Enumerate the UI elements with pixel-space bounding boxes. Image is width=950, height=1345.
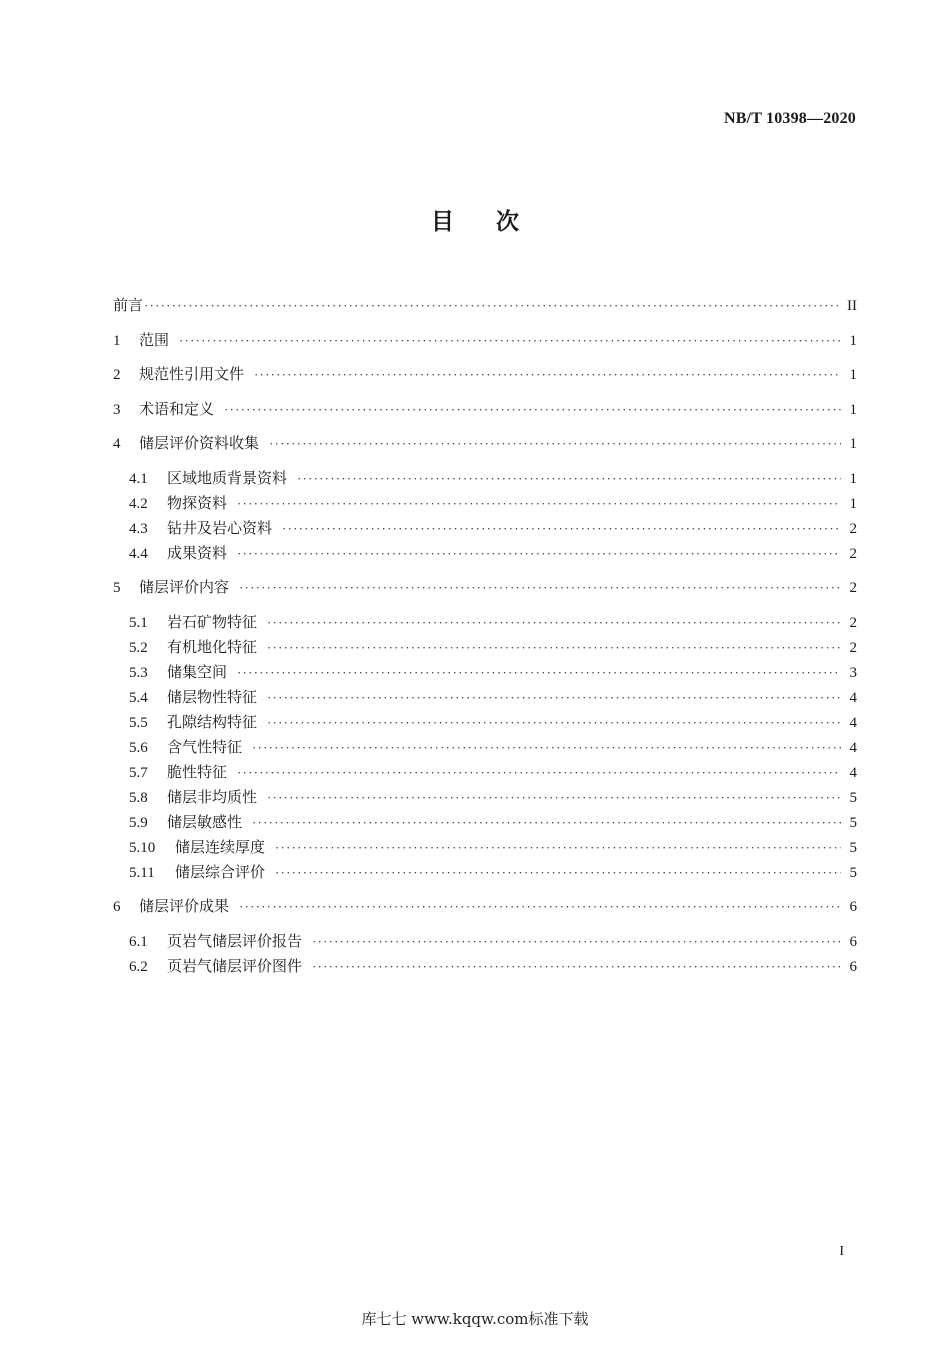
toc-entry[interactable] xyxy=(113,491,857,516)
toc-entry-number: 5 xyxy=(113,580,121,596)
toc-entry-label: 区域地质背景资料 xyxy=(167,468,288,487)
toc-entry-label: 储集空间 xyxy=(167,662,228,681)
toc-entry-label: 页岩气储层评价报告 xyxy=(167,931,303,950)
toc-entry-label: 脆性特征 xyxy=(167,762,228,781)
toc-entry[interactable] xyxy=(113,397,857,422)
toc-leader-dots xyxy=(267,785,841,810)
toc-leader-dots xyxy=(237,541,841,566)
toc-entry-label: 储层非均质性 xyxy=(167,787,258,806)
toc-leader-dots xyxy=(282,516,841,541)
toc-entry[interactable] xyxy=(113,431,857,456)
toc-entry-number: 6.2 xyxy=(129,958,148,975)
table-of-contents xyxy=(113,293,857,979)
toc-leader-dots xyxy=(312,954,841,979)
toc-leader-dots xyxy=(269,431,841,456)
toc-leader-dots xyxy=(254,362,841,387)
toc-entry-page: II xyxy=(847,298,857,314)
toc-leader-dots xyxy=(275,835,841,860)
toc-entry-number: 3 xyxy=(113,401,121,418)
toc-entry-number: 5.11 xyxy=(129,864,155,881)
toc-entry-label: 有机地化特征 xyxy=(167,637,258,656)
toc-entry-number: 2 xyxy=(113,367,121,383)
toc-entry-number: 5.3 xyxy=(129,664,148,681)
toc-entry-label: 储层敏感性 xyxy=(167,812,243,831)
toc-entry[interactable] xyxy=(113,954,857,979)
toc-leader-dots xyxy=(179,328,841,353)
toc-leader-dots xyxy=(237,660,841,685)
toc-entry[interactable] xyxy=(113,660,857,685)
toc-leader-dots xyxy=(275,860,841,885)
toc-entry-label: 储层连续厚度 xyxy=(175,837,266,856)
toc-leader-dots xyxy=(267,610,841,635)
toc-leader-dots xyxy=(224,397,841,422)
toc-entry-number: 5.6 xyxy=(129,739,148,756)
toc-entry[interactable] xyxy=(113,785,857,810)
toc-leader-dots xyxy=(312,929,841,954)
toc-entry-page: 6 xyxy=(849,899,857,915)
toc-entry-page: 2 xyxy=(849,639,857,656)
toc-entry-page: 4 xyxy=(849,764,857,781)
toc-entry-label: 含气性特征 xyxy=(167,737,243,756)
toc-entry[interactable] xyxy=(113,541,857,566)
toc-entry[interactable] xyxy=(113,610,857,635)
toc-entry-label: 钻井及岩心资料 xyxy=(167,518,273,537)
toc-leader-dots xyxy=(144,293,839,318)
toc-entry-page: 1 xyxy=(849,495,857,512)
toc-entry-number: 5.1 xyxy=(129,614,148,631)
toc-entry-label: 规范性引用文件 xyxy=(139,365,245,383)
toc-entry-label: 储层物性特征 xyxy=(167,687,258,706)
toc-entry-label: 术语和定义 xyxy=(139,399,215,418)
toc-entry-page: 2 xyxy=(849,614,857,631)
toc-entry[interactable] xyxy=(113,635,857,660)
toc-entry-label: 页岩气储层评价图件 xyxy=(167,956,303,975)
toc-entry-label: 物探资料 xyxy=(167,493,228,512)
toc-entry[interactable] xyxy=(113,466,857,491)
toc-leader-dots xyxy=(252,810,841,835)
toc-entry[interactable] xyxy=(113,860,857,885)
toc-entry-label: 孔隙结构特征 xyxy=(167,712,258,731)
toc-entry-number: 4.4 xyxy=(129,545,148,562)
toc-entry-page: 2 xyxy=(849,545,857,562)
standard-code: NB/T 10398—2020 xyxy=(723,110,856,127)
toc-entry-page: 6 xyxy=(849,933,857,950)
toc-entry-page: 2 xyxy=(849,580,857,596)
toc-entry-label: 岩石矿物特征 xyxy=(167,612,258,631)
toc-entry-label: 储层评价资料收集 xyxy=(139,434,260,452)
toc-entry[interactable] xyxy=(113,293,857,318)
toc-leader-dots xyxy=(239,894,841,919)
toc-leader-dots xyxy=(252,735,841,760)
toc-leader-dots xyxy=(239,575,841,600)
toc-entry-page: 3 xyxy=(849,664,857,681)
toc-entry[interactable] xyxy=(113,710,857,735)
toc-entry-label: 储层评价内容 xyxy=(139,578,230,596)
toc-entry-page: 1 xyxy=(849,332,857,349)
toc-leader-dots xyxy=(237,760,841,785)
toc-entry[interactable] xyxy=(113,894,857,919)
toc-entry-label: 前言 xyxy=(113,296,144,314)
toc-leader-dots xyxy=(297,466,841,491)
toc-entry-number: 4.1 xyxy=(129,470,148,487)
toc-entry-label: 范围 xyxy=(139,330,170,349)
toc-entry-number: 4 xyxy=(113,436,121,452)
toc-entry-number: 5.2 xyxy=(129,639,148,656)
toc-entry-number: 5.10 xyxy=(129,839,156,856)
toc-entry-page: 1 xyxy=(849,470,857,487)
toc-entry-page: 4 xyxy=(849,739,857,756)
toc-title: 目次 xyxy=(431,209,561,235)
toc-entry-label: 成果资料 xyxy=(167,543,228,562)
toc-entry-page: 1 xyxy=(849,436,857,452)
toc-entry[interactable] xyxy=(113,685,857,710)
toc-entry[interactable] xyxy=(113,328,857,353)
toc-entry[interactable] xyxy=(113,735,857,760)
toc-entry-label: 储层综合评价 xyxy=(175,862,266,881)
toc-entry[interactable] xyxy=(113,835,857,860)
toc-entry-number: 5.8 xyxy=(129,789,148,806)
toc-entry[interactable] xyxy=(113,516,857,541)
toc-entry-label: 储层评价成果 xyxy=(139,897,230,915)
toc-entry[interactable] xyxy=(113,929,857,954)
toc-leader-dots xyxy=(237,491,841,516)
toc-entry-number: 1 xyxy=(113,332,121,349)
toc-leader-dots xyxy=(267,685,841,710)
toc-entry-number: 5.5 xyxy=(129,714,148,731)
toc-entry-number: 6 xyxy=(113,899,121,915)
toc-entry[interactable] xyxy=(113,362,857,387)
toc-entry-page: 4 xyxy=(849,714,857,731)
toc-entry[interactable] xyxy=(113,760,857,785)
toc-entry-page: 1 xyxy=(849,401,857,418)
toc-entry-page: 5 xyxy=(849,864,857,881)
toc-leader-dots xyxy=(267,710,841,735)
toc-entry-page: 5 xyxy=(849,789,857,806)
toc-entry-number: 5.9 xyxy=(129,814,148,831)
toc-entry[interactable] xyxy=(113,575,857,600)
toc-entry-number: 6.1 xyxy=(129,933,148,950)
toc-entry-number: 4.2 xyxy=(129,495,148,512)
toc-entry-page: 4 xyxy=(849,689,857,706)
toc-entry-page: 6 xyxy=(849,958,857,975)
toc-entry[interactable] xyxy=(113,810,857,835)
toc-entry-number: 4.3 xyxy=(129,520,148,537)
watermark-text: 库七七 www.kqqw.com标准下载 xyxy=(361,1310,589,1328)
toc-entry-number: 5.4 xyxy=(129,689,148,706)
toc-entry-page: 1 xyxy=(849,367,857,383)
toc-leader-dots xyxy=(267,635,841,660)
toc-entry-page: 5 xyxy=(849,814,857,831)
toc-entry-page: 5 xyxy=(849,839,857,856)
page-number: I xyxy=(839,1244,844,1259)
toc-entry-number: 5.7 xyxy=(129,764,148,781)
toc-entry-page: 2 xyxy=(849,520,857,537)
